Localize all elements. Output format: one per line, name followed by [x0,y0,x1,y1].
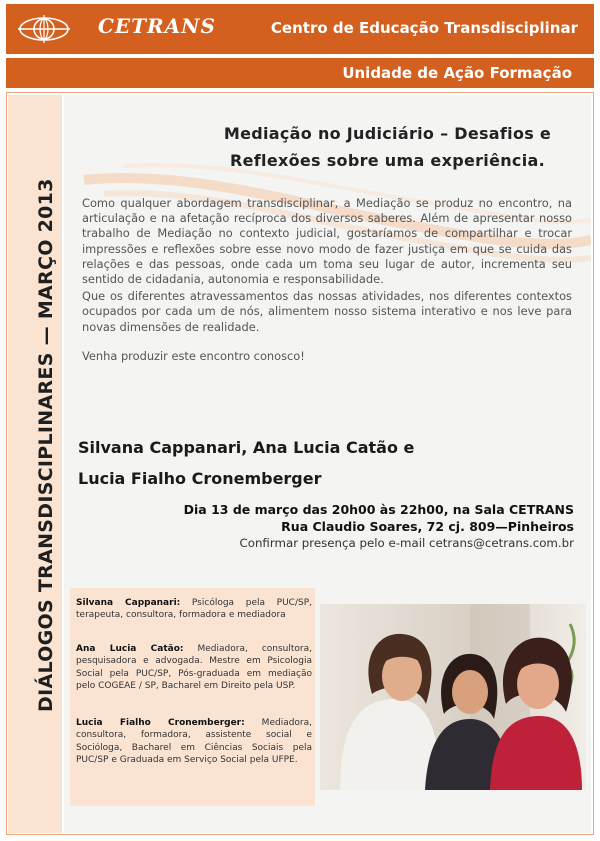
header-bar [6,4,594,54]
event-details [124,501,574,552]
bio-text: Psicóloga pela PUC/SP, terapeuta, consultora, formadora e mediadora [76,598,312,621]
brand-name: CETRANS [98,14,216,38]
invite-text: Venha produzir este encontro conosco! [82,348,305,363]
description-paragraph: Que os diferentes atravessamentos das nossas atividades, nos diferentes contextos ocupados por cada um de nós, alimentem nosso sistema interativo e nos leve para novas dimensões de realidade. [82,289,572,334]
event-date: Dia 13 de março das 20h00 às 22h00, na Sala CETRANS [183,502,574,517]
description-paragraph: Como qualquer abordagem transdisciplinar, a Mediação se produz no encontro, na articulação e na afetação recíproca dos diversos saberes. Além de apresentar nosso trabalho de Mediação no contexto judicial, gostaríamos de compartilhar e trocar impressões e reflexões sobre esse novo modo de fazer justiça em que se cuida das relações e das pessoas, onde cada um toma seu lugar de autor, incrementa seu sentido de cidadania, autonomia e responsabilidade. [82,196,572,287]
bio-text: Mediadora, consultora, formadora, assistente social e Socióloga, Bacharel em Ciências Sociais pela PUC/SP e Graduada em Serviço Social pela UFPE. [76,718,312,765]
event-description [82,196,572,366]
header-title: Centro de Educação Transdisciplinar [270,19,578,37]
bio-entry [76,717,312,766]
event-title-line: Reflexões sobre uma experiência. [230,151,545,170]
speakers-line: Silvana Cappanari, Ana Lucia Catão e [78,438,415,457]
bio-text: Mediadora, consultora, pesquisadora e advogada. Mestre em Psicologia Social pela PUC/SP, Pós-graduada em mediação pelo COGEAE / SP, Bacharel em Direito pela USP. [76,644,312,691]
bio-name: Ana Lucia Catão: [76,644,184,654]
event-address: Rua Claudio Soares, 72 cj. 809—Pinheiros [281,519,574,534]
vertical-series-title: DIÁLOGOS TRANSDISCIPLINARES — MARÇO 2013 [35,178,57,712]
subheader-bar [6,58,594,88]
speakers-photo [320,604,586,790]
bio-name: Silvana Cappanari: [76,598,181,608]
speakers-names [78,432,498,494]
bio-name: Lucia Fialho Cronemberger: [76,718,245,728]
speakers-line: Lucia Fialho Cronemberger [78,469,322,488]
globe-logo-icon [18,12,70,46]
subheader-title: Unidade de Ação Formação [342,64,572,82]
bio-entry [76,597,312,622]
event-confirmation: Confirmar presença pelo e-mail cetrans@cetrans.com.br [239,536,574,550]
event-title [190,120,585,174]
bio-entry [76,643,312,692]
event-title-line: Mediação no Judiciário – Desafios e [223,124,552,143]
